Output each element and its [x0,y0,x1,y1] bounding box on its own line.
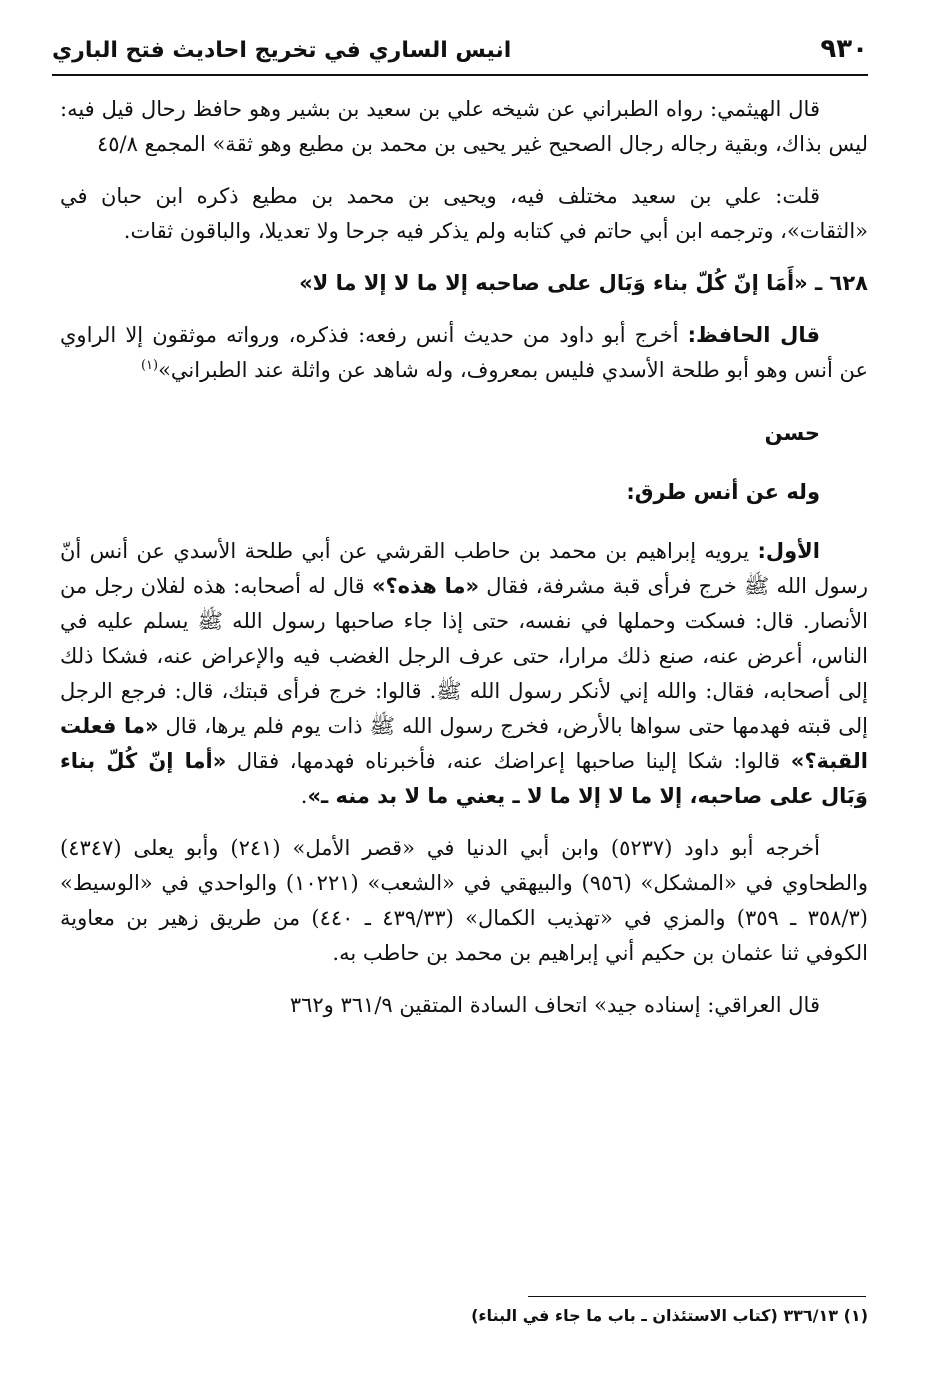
first-route-text-b: قال له أصحابه: هذه لفلان رجل من الأنصار. قال: فسكت وحملها في نفسه، حتى إذا جاء صاحبها رسول الله ﷺ يسلم عليه في الناس، أعرض عنه، صنع ذلك مرارا، حتى عرف الرجل الغضب فيه والإعراض عنه، فشكا ذلك إلى أصحابه، فقال: والله إني لأنكر رسول الله ﷺ. قالوا: خرج فرأى قبتك، قال: فرجع الرجل إلى قبته فهدمها حتى سواها بالأرض، فخرج رسول الله ﷺ ذات يوم فلم يرها، قال [60,574,868,738]
first-route-label: الأول: [757,539,820,563]
paragraph-takhrij: أخرجه أبو داود (٥٢٣٧) وابن أبي الدنيا في «قصر الأمل» (٢٤١) وأبو يعلى (٤٣٤٧) والطحاوي في «المشكل» (٩٥٦) والبيهقي في «الشعب» (١٠٢٢١) والواحدي في «الوسيط» (٣٥٨/٣ ـ ٣٥٩) والمزي في «تهذيب الكمال» (٤٣٩/٣٣ ـ ٤٤٠) من طريق زهير بن معاوية الكوفي ثنا عثمان بن حكيم أني إبراهيم بن محمد بن حاطب به. [60,836,868,965]
paragraph-first-route [60,534,868,814]
quote-ma-hadhih: «ما هذه؟» [371,574,480,598]
paragraph-author-note: قلت: علي بن سعيد مختلف فيه، ويحيى بن محمد بن مطيع ذكره ابن حبان في «الثقات»، وترجمه ابن أبي حاتم في كتابه ولم يذكر فيه جرحا ولا تعديلا، والباقون ثقات. [60,184,868,243]
book-title: انيس الساري في تخريج احاديث فتح الباري [52,38,512,63]
routes-heading: وله عن أنس طرق: [626,480,820,504]
paragraph-hafiz [60,318,868,388]
quote-qubba: «ما فعلت القبة؟» [60,714,869,773]
grade-label: حسن [764,421,820,445]
quote-hadith-text: «أما إنّ كُلّ بناء وَبَال على صاحبه، إلا ما لا إلا ما لا ـ يعني ما لا بد منه ـ» [60,749,868,808]
paragraph-haythami: قال الهيثمي: رواه الطبراني عن شيخه علي بن سعيد بن بشير وهو حافظ رحال قيل فيه: ليس بذاك، وبقية رجاله رجال الصحيح غير يحيى بن محمد بن مطيع وهو ثقة» المجمع ٤٥/٨ [60,97,868,156]
first-route-end: . [300,784,308,808]
hadith-heading: ٦٢٨ ـ «أَمَا إنّ كُلّ بناء وَبَال على صاحبه إلا ما لا إلا ما لا» [299,271,868,295]
footnote: (١) ٣٣٦/١٣ (كتاب الاستئذان ـ باب ما جاء في البناء) [471,1306,868,1325]
page-number: ٩٣٠ [820,34,868,64]
first-route-text-c: قالوا: شكا إلينا صاحبها إعراضك عنه، فأخبرناه فهدمها، فقال [226,749,791,773]
first-route-text-a: يرويه إبراهيم بن محمد بن حاطب القرشي عن أبي طلحة الأسدي عن أنس أنّ رسول الله ﷺ خرج فرأى قبة مشرفة، فقال [60,539,868,598]
page-body [60,92,868,1023]
running-header [52,26,868,76]
footnote-ref: (١) [140,358,159,373]
hafiz-text: أخرج أبو داود من حديث أنس رفعه: فذكره، ورواته موثقون إلا الراوي عن أنس وهو أبو طلحة الأسدي فليس بمعروف، وله شاهد عن واثلة عند الطبراني» [60,323,868,382]
hafiz-label: قال الحافظ: [687,323,820,347]
footnote-separator [528,1296,866,1297]
paragraph-iraqi: قال العراقي: إسناده جيد» اتحاف السادة المتقين ٣٦١/٩ و٣٦٢ [289,993,820,1017]
